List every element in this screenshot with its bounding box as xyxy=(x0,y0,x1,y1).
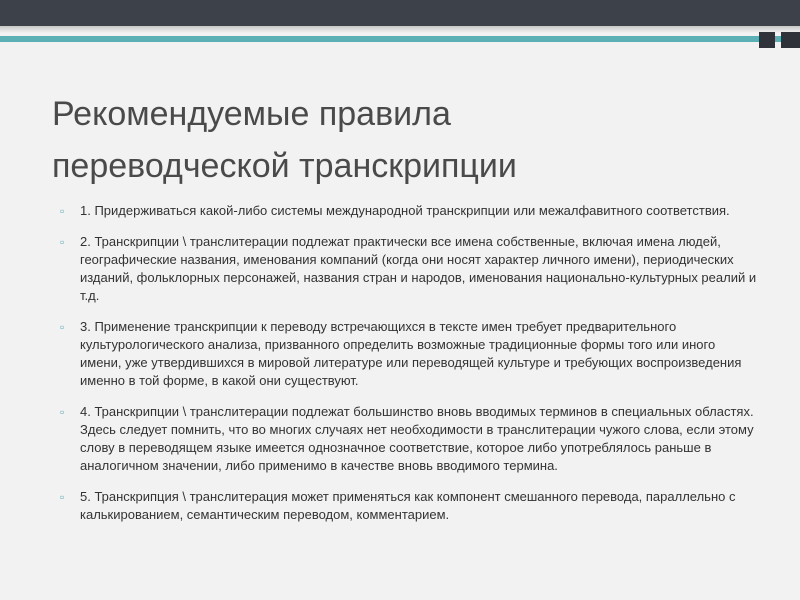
bullet-icon: ▫ xyxy=(60,204,65,218)
header-bar xyxy=(0,0,800,26)
bullet-list xyxy=(60,202,760,537)
list-item xyxy=(60,202,760,220)
list-item-text: 5. Транскрипция \ транслитерация может применяться как компонент смешанного перевода, параллельно с калькированием, семантическим переводом, комментарием. xyxy=(80,489,736,522)
list-item xyxy=(60,318,760,390)
bullet-icon: ▫ xyxy=(60,235,65,249)
list-item-text: 4. Транскрипции \ транслитерации подлежат большинство вновь вводимых терминов в специальных областях. Здесь следует помнить, что во многих случаях нет необходимости в транслитерации чужого слова, если этому слову в переводящем языке имеется однозначное соответствие, которое либо употреблялось раньше в аналогичном значении, либо применимо в качестве вновь вводимого термина. xyxy=(80,404,754,473)
bullet-icon: ▫ xyxy=(60,320,65,334)
accent-stripe xyxy=(0,36,800,42)
list-item xyxy=(60,403,760,475)
accent-block-left xyxy=(759,32,775,48)
slide-title-line-1: Рекомендуемые правила xyxy=(52,95,451,133)
bullet-icon: ▫ xyxy=(60,490,65,504)
list-item-text: 2. Транскрипции \ транслитерации подлежат практически все имена собственные, включая имена людей, географические названия, именования компаний (когда они носят характер личного имени), периодических изданий, фольклорных персонажей, названия стран и народов, именования национально-культурных реалий и т.д. xyxy=(80,234,757,303)
accent-block-right xyxy=(781,32,800,48)
list-item-text: 3. Применение транскрипции к переводу встречающихся в тексте имен требует предварительного культурологического анализа, призванного определить возможные традиционные формы того или иного имени, уже утвердившихся в мировой литературе или переводящей культуре и требующих воспроизведения именно в той форме, в какой они существуют. xyxy=(80,319,742,388)
bullet-icon: ▫ xyxy=(60,405,65,419)
list-item xyxy=(60,233,760,305)
header-shadow xyxy=(0,26,800,33)
slide-title xyxy=(52,88,752,192)
list-item xyxy=(60,488,760,524)
slide-title-line-2: переводческой транскрипции xyxy=(52,147,517,185)
list-item-text: 1. Придерживаться какой-либо системы международной транскрипции или межалфавитного соответствия. xyxy=(80,203,730,218)
